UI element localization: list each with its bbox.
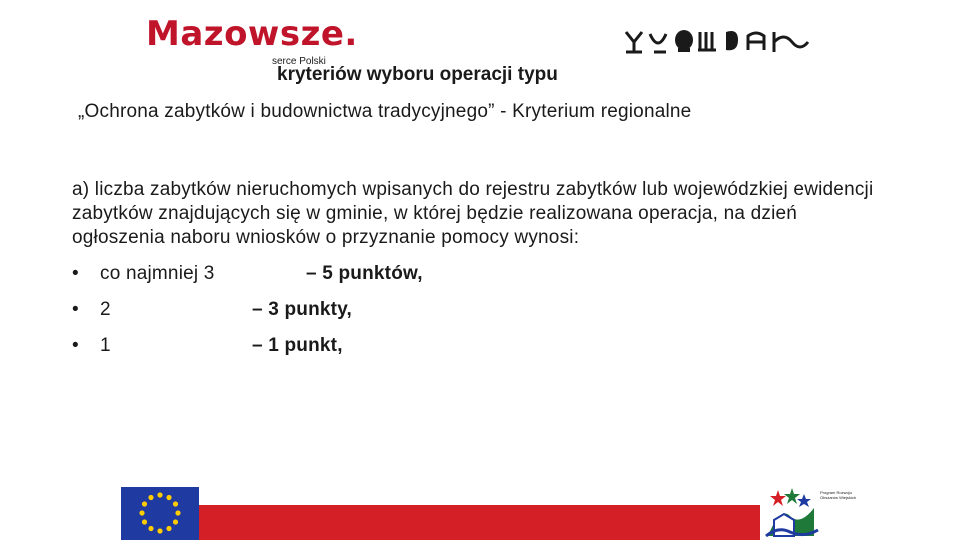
- list-item: [72, 298, 892, 334]
- prow-pictogram-logo: [624, 28, 814, 54]
- list-item: [72, 334, 892, 370]
- criteria-content: [72, 178, 892, 370]
- slide-subtitle: „Ochrona zabytków i budownictwa tradycyjnego” - Kryterium regionalne: [78, 101, 692, 122]
- criteria-paragraph: a) liczba zabytków nieruchomych wpisanych do rejestru zabytków lub wojewódzkiej ewidencji zabytków znajdujących się w gminie, w której będzie realizowana operacja, na dzień ogłoszenia naboru wniosków o przyznanie pomocy wynosi:: [72, 179, 874, 248]
- bullet-points: – 5 punktów,: [306, 263, 423, 284]
- prow-logo-icon: [760, 486, 822, 540]
- list-item: [72, 262, 892, 298]
- logo-tagline: serce Polski: [272, 56, 326, 67]
- bullet-marker: •: [72, 335, 79, 356]
- logo-wordmark: Mazowsze.: [146, 14, 358, 54]
- slide-title: kryteriów wyboru operacji typu: [277, 64, 558, 85]
- mazowsze-logo: [146, 14, 366, 68]
- bullet-marker: •: [72, 299, 79, 320]
- eu-flag-icon: [121, 487, 199, 540]
- footer-bar: [198, 505, 760, 540]
- bullet-points: – 3 punkty,: [252, 299, 353, 320]
- bullet-marker: •: [72, 263, 79, 284]
- bullet-label: 1: [100, 335, 111, 356]
- bullet-points: – 1 punkt,: [252, 335, 343, 356]
- prow-logo-label: [820, 490, 860, 534]
- bullet-label: 2: [100, 299, 111, 320]
- prow-logo-text: Program Rozwoju Obszarów Wiejskich: [820, 490, 857, 500]
- bullet-label: co najmniej 3: [100, 263, 215, 284]
- points-list: [72, 262, 892, 370]
